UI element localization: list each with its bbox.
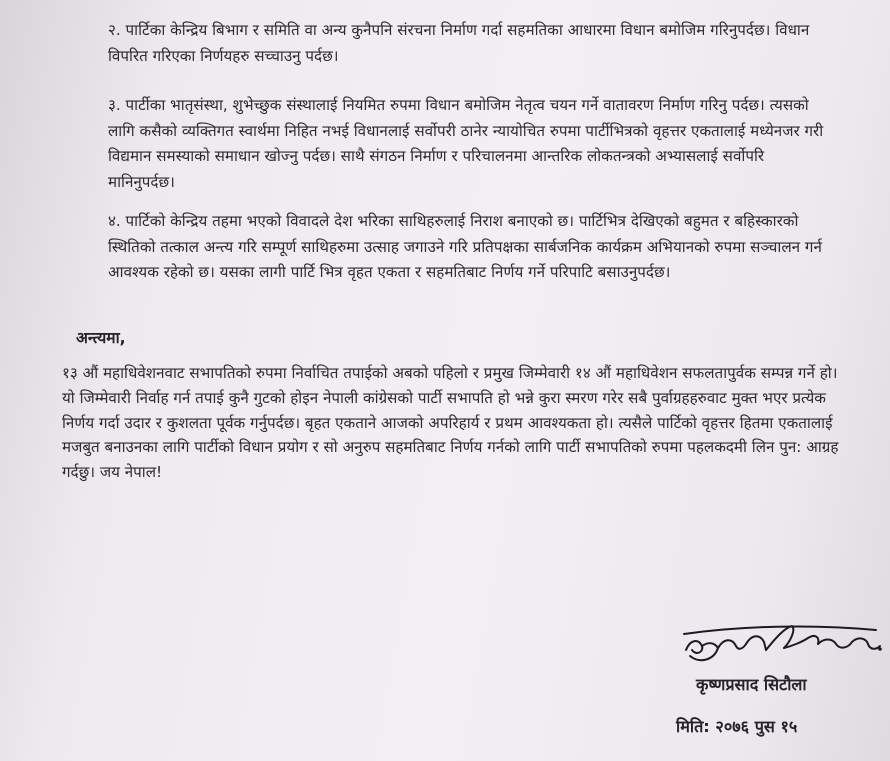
handwritten-signature	[680, 620, 885, 668]
closing-paragraph: १३ औं महाधिवेशनवाट सभापतिको रुपमा निर्वाचित तपाईको अबको पहिलो र प्रमुख जिम्मेवारी १४ औं महाधिवेशन सफलतापुर्वक सम्पन्न गर्ने हो। यो जिम्मेवारी निर्वाह गर्न तपाई कुनै गुटको होइन नेपाली कांग्रेसको पार्टी सभापति हो भन्ने कुरा स्मरण गरेर सबै पुर्वाग्रहहरुवाट मुक्त भएर प्रत्येक निर्णय गर्दा उदार र कुशलता पूर्वक गर्नुपर्दछ। बृहत एकताने आजको अपरिहार्य र प्रथम आवश्यकता हो। त्यसैले पार्टिको वृहत्तर हितमा एकतालाई मजबुत बनाउनका लागि पार्टीको विधान प्रयोग र सो अनुरुप सहमतिबाट निर्णय गर्नको लागि पार्टी सभापतिको रुपमा पहलकदमी लिन पुन: आग्रह गर्दछु। जय नेपाल!	[62, 364, 839, 482]
signer-name: कृष्णप्रसाद सिटौला	[696, 675, 807, 694]
point-2: २. पार्टिका केन्द्रिय बिभाग र समिति वा अन्य कुनैपनि संरचना निर्माण गर्दा सहमतिका आधारमा विधान बमोजिम गरिनुपर्दछ। विधान विपरित गरिएका निर्णयहरु सच्चाउनु पर्दछ।	[108, 21, 810, 65]
point-3: ३. पार्टीका भातृसंस्था, शुभेच्छुक संस्थालाई नियमित रुपमा विधान बमोजिम नेतृत्व चयन गर्ने वातावरण निर्माण गरिनु पर्दछ। त्यसको लागि कसैको व्यक्तिगत स्वार्थमा निहित नभई विधानलाई सर्वोपरी ठानेर न्यायोचित रुपमा पार्टीभित्रको वृहत्तर एकतालाई मध्येनजर गरी विद्यमान समस्याको समाधान खोज्नु पर्दछ। साथै संगठन निर्माण र परिचालनमा आन्तरिक लोकतन्त्रको अभ्यासलाई सर्वोपरि मानिनुपर्दछ।	[108, 96, 824, 191]
date-line: मिति: २०७६ पुस १५	[676, 717, 798, 736]
point-4: ४. पार्टिको केन्द्रिय तहमा भएको विवादले देश भरिका साथिहरुलाई निराश बनाएको छ। पार्टिभित्र देखिएको बहुमत र बहिस्कारको स्थितिको तत्काल अन्त्य गरि सम्पूर्ण साथिहरुमा उत्साह जगाउने गरि प्रतिपक्षका सार्बजनिक कार्यक्रम अभियानको रुपमा सञ्चालन गर्न आवश्यक रहेको छ। यसका लागी पार्टि भित्र वृहत एकता र सहमतिबाट निर्णय गर्ने परिपाटि बसाउनुपर्दछ।	[108, 212, 822, 281]
closing-heading: अन्त्यमा,	[76, 329, 126, 347]
